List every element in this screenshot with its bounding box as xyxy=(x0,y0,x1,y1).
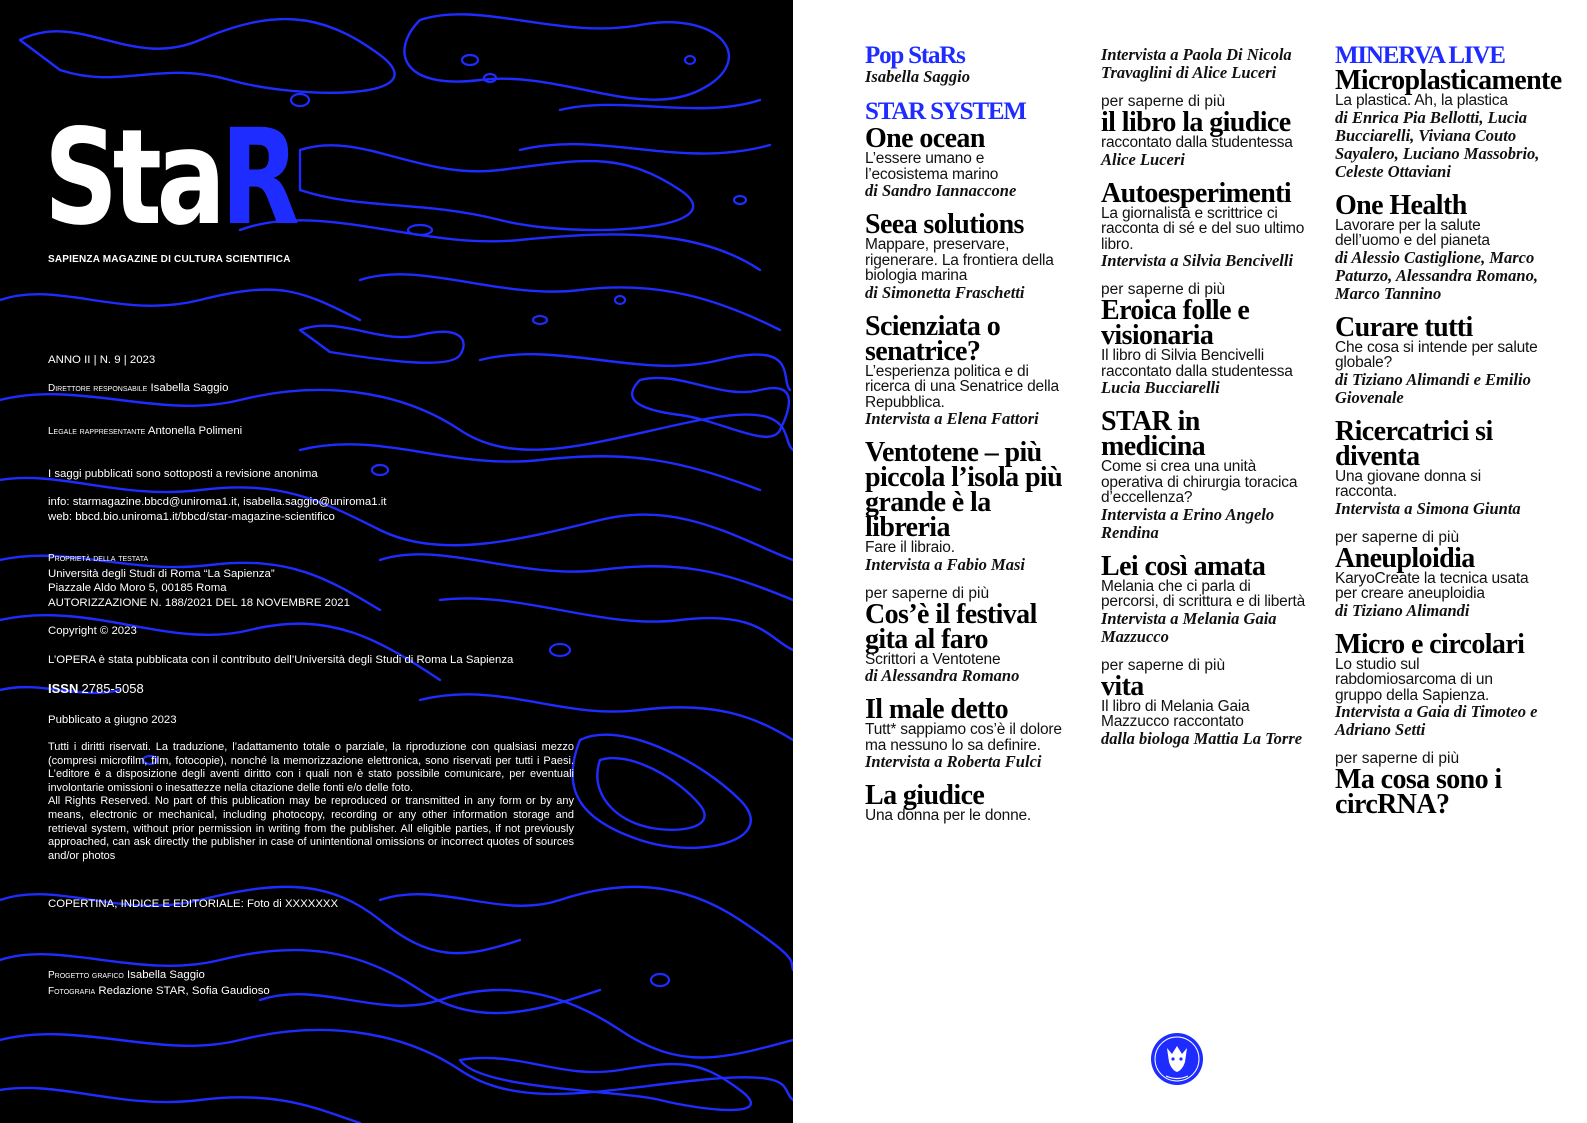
toc-title: il libro la giudice xyxy=(1101,107,1291,138)
toc-entry xyxy=(1335,530,1540,620)
toc-title: One ocean xyxy=(865,123,985,154)
toc-desc: Mappare, preservare, rigenerare. La frontiera della biologia marina xyxy=(865,236,1054,284)
contribution-note: L’OPERA è stata pubblicata con il contributo dell’Università degli Studi di Roma La Sapienza xyxy=(48,654,514,666)
ownership-line: Piazzale Aldo Moro 5, 00185 Roma xyxy=(48,582,227,594)
toc-author: Intervista a Melania Gaia Mazzucco xyxy=(1101,608,1277,646)
toc-desc: Lavorare per la salute dell’uomo e del pianeta xyxy=(1335,216,1490,249)
toc-author: Isabella Saggio xyxy=(865,67,970,86)
cover-panel xyxy=(0,0,793,1123)
toc-section xyxy=(865,44,1070,86)
toc-author: di Tiziano Alimandi e Emilio Giovenale xyxy=(1335,369,1531,407)
email-line: info: starmagazine.bbcd@uniroma1.it, isabella.saggio@uniroma1.it xyxy=(48,496,387,508)
toc-column-2 xyxy=(1101,44,1306,748)
sapienza-seal-icon xyxy=(1150,1032,1204,1086)
toc-entry xyxy=(1335,65,1562,181)
toc-author: Intervista a Erino Angelo Rendina xyxy=(1101,504,1275,542)
rights-italian: Tutti i diritti riservati. La traduzione, l’adattamento totale o parziale, la riproduzione con qualsiasi mezzo (compresi microfilm, film, fotocopie), nonché la memorizzazione elettronica, sono riservati per tutti i Paesi. L’editore è a disposizione degli aventi diritto con i quali non è stato possibile comunicare, per eventuali involontarie omissioni o inesattezze nella citazione delle fonti e/o delle foto. xyxy=(48,741,574,794)
toc-title: La giudice xyxy=(865,780,985,811)
toc-desc: raccontato dalla studentessa xyxy=(1101,134,1293,151)
director-line: Direttore responsabile Isabella Saggio xyxy=(48,382,229,394)
publication-date: Pubblicato a giugno 2023 xyxy=(48,714,177,726)
issn-line: ISSN 2785-5058 xyxy=(48,681,144,696)
toc-author: Lucia Bucciarelli xyxy=(1101,378,1220,397)
toc-desc: La plastica. Ah, la plastica xyxy=(1335,92,1508,109)
toc-desc: Lo studio sul rabdomiosarcoma di un gruppo della Sapienza. xyxy=(1335,655,1493,704)
toc-entry xyxy=(1101,550,1306,646)
toc-title: Eroica folle e visionaria xyxy=(1101,295,1250,351)
ownership-line: Università degli Studi di Roma “La Sapienza” xyxy=(48,567,275,580)
toc-title: Autoesperimenti xyxy=(1101,177,1292,209)
toc-desc: Il libro di Melania Gaia Mazzucco raccontato xyxy=(1101,697,1250,730)
toc-author: di Tiziano Alimandi xyxy=(1335,600,1470,620)
toc-entry xyxy=(865,694,1070,771)
toc-author: Intervista a Roberta Fulci xyxy=(865,752,1042,771)
section-title: Pop StaRs xyxy=(865,42,965,69)
toc-author: Intervista a Simona Giunta xyxy=(1335,498,1521,518)
toc-entry xyxy=(865,209,1070,302)
toc-author: Intervista a Silvia Bencivelli xyxy=(1101,251,1294,270)
toc-entry xyxy=(1101,658,1306,748)
design-credit: Progetto grafico Isabella Saggio xyxy=(48,969,205,981)
toc-author: Alice Luceri xyxy=(1101,149,1185,169)
toc-desc: Come si crea una unità operativa di chirurgia toracica d’eccellenza? xyxy=(1101,458,1298,506)
toc-title: Ventotene – più piccola l’isola più grande è la libreria xyxy=(865,437,1063,543)
toc-title: Ma cosa sono i circRNA? xyxy=(1335,764,1502,820)
toc-more-label: per saperne di più xyxy=(1101,93,1226,110)
rights-english: All Rights Reserved. No part of this publication may be reproduced or transmitted in any form or by any means, electronic or mechanical, including photocopy, recording or any other information storage and retrieval system, without prior permission in writing from the publisher. All eligible parties, if not previously approached, can ask directly the publisher in case of unintentional omissions or incorrect quotes of sources and/or photos xyxy=(48,795,574,862)
toc-entry xyxy=(1335,628,1540,740)
credits-block xyxy=(48,968,578,999)
toc-author: Intervista a Elena Fattori xyxy=(865,409,1039,428)
toc-author: di Sandro Iannaccone xyxy=(865,181,1017,200)
toc-author: Intervista a Fabio Masi xyxy=(865,554,1025,574)
section-title: MINERVA LIVE xyxy=(1335,42,1505,69)
toc-desc: Melania che ci parla di percorsi, di scrittura e di libertà xyxy=(1101,577,1306,610)
toc-desc: Scrittori a Ventotene xyxy=(865,650,1001,668)
toc-title: STAR in medicina xyxy=(1101,406,1206,462)
toc-entry xyxy=(865,780,1070,824)
toc-entry xyxy=(1335,189,1540,303)
toc-desc: Una donna per le donne. xyxy=(865,807,1032,824)
star-logo: StaR xyxy=(44,101,295,255)
toc-entry xyxy=(1335,750,1540,820)
toc-column-1 xyxy=(865,44,1070,824)
toc-desc: Una giovane donna si racconta. xyxy=(1335,467,1481,500)
toc-more-label: per saperne di più xyxy=(865,584,990,602)
toc-more-label: per saperne di più xyxy=(1335,528,1460,546)
toc-column-3 xyxy=(1335,42,1562,820)
issue-number: ANNO II | N. 9 | 2023 xyxy=(48,354,156,366)
ownership-label: Proprietà della testata xyxy=(48,553,149,564)
toc-entry xyxy=(1101,406,1306,542)
toc-title: Microplasticamente xyxy=(1335,65,1562,96)
toc-author: di Simonetta Fraschetti xyxy=(865,282,1025,302)
table-of-contents xyxy=(793,0,1587,1123)
toc-title: Curare tutti xyxy=(1335,311,1473,343)
toc-desc: KaryoCreate la tecnica usata per creare aneuploidia xyxy=(1335,569,1529,602)
rights-block xyxy=(48,741,574,863)
toc-entry xyxy=(865,437,1070,574)
toc-author: Intervista a Paola Di Nicola Travaglini di Alice Luceri xyxy=(1101,45,1292,82)
toc-entry xyxy=(1335,415,1540,518)
toc-author: di Alessandra Romano xyxy=(865,666,1020,685)
toc-desc: Tutt* sappiamo cos’è il dolore ma nessuno lo sa definire. xyxy=(865,721,1062,754)
toc-desc: L’esperienza politica e di ricerca di una Senatrice della Repubblica. xyxy=(865,362,1059,411)
toc-more-label: per saperne di più xyxy=(1335,750,1460,767)
cover-credit: COPERTINA, INDICE E EDITORIALE: Foto di XXXXXXX xyxy=(48,898,339,910)
toc-author: di Alessio Castiglione, Marco Paturzo, Alessandra Romano, Marco Tannino xyxy=(1335,247,1538,303)
toc-title: One Health xyxy=(1335,189,1467,221)
toc-entry xyxy=(865,123,1070,200)
toc-entry xyxy=(1101,94,1306,169)
toc-desc: Che cosa si intende per salute globale? xyxy=(1335,338,1538,371)
toc-title: Micro e circolari xyxy=(1335,628,1525,660)
toc-title: Seea solutions xyxy=(865,209,1024,240)
magazine-tagline: SAPIENZA MAGAZINE DI CULTURA SCIENTIFICA xyxy=(48,254,291,265)
toc-entry xyxy=(1335,311,1540,407)
legal-rep-line: Legale rappresentante Antonella Polimeni xyxy=(48,425,243,437)
toc-title: vita xyxy=(1101,670,1144,702)
contact-info xyxy=(48,495,578,524)
toc-desc: L’essere umano e l’ecosistema marino xyxy=(865,150,999,183)
toc-title: Ricercatrici si diventa xyxy=(1335,415,1493,472)
toc-desc: Fare il libraio. xyxy=(865,539,955,556)
toc-more-label: per saperne di più xyxy=(1101,656,1226,674)
toc-title: Aneuploidia xyxy=(1335,542,1475,574)
web-line: web: bbcd.bio.uniroma1.it/bbcd/star-magazine-scientifico xyxy=(48,510,335,523)
toc-title: Cos’è il festival gita al faro xyxy=(865,598,1037,655)
section-title: STAR SYSTEM xyxy=(865,98,1026,125)
toc-entry xyxy=(865,310,1070,429)
review-note: I saggi pubblicati sono sottoposti a revisione anonima xyxy=(48,468,318,480)
ownership-line: AUTORIZZAZIONE N. 188/2021 DEL 18 NOVEMBRE 2021 xyxy=(48,596,350,609)
toc-title: Lei così amata xyxy=(1101,550,1266,582)
toc-author: dalla biologa Mattia La Torre xyxy=(1101,728,1303,748)
toc-desc: La giornalista e scrittrice ci racconta di sé e del suo ultimo libro. xyxy=(1101,204,1305,253)
toc-entry xyxy=(1101,282,1306,397)
photo-credit: Fotografia Redazione STAR, Sofia Gaudioso xyxy=(48,984,270,997)
toc-title: Il male detto xyxy=(865,694,1009,725)
toc-desc: Il libro di Silvia Bencivelli raccontato dalla studentessa xyxy=(1101,347,1293,380)
toc-title: Scienziata o senatrice? xyxy=(865,310,1001,367)
toc-entry xyxy=(865,586,1070,686)
toc-author: Intervista a Gaia di Timoteo e Adriano Setti xyxy=(1335,702,1538,739)
ownership-block xyxy=(48,552,578,610)
toc-more-label: per saperne di più xyxy=(1101,281,1226,298)
copyright: Copyright © 2023 xyxy=(48,625,137,637)
toc-author: di Enrica Pia Bellotti, Lucia Bucciarelli, Viviana Couto Sayalero, Luciano Massobrio, Celeste Ottaviani xyxy=(1335,107,1540,181)
toc-entry xyxy=(1101,177,1306,271)
